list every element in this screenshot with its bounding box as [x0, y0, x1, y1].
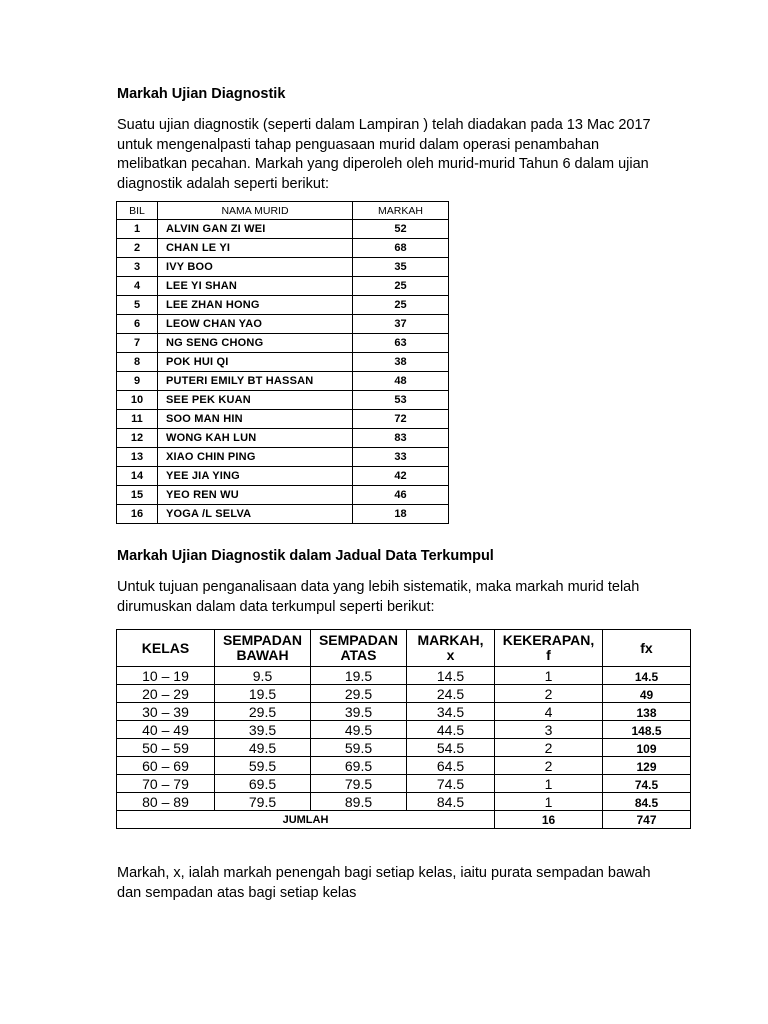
- table-row: [117, 467, 449, 486]
- total-f: 16: [495, 811, 603, 829]
- cell-bil: 8: [117, 353, 158, 372]
- paragraph-line: diagnostik adalah seperti berikut:: [117, 175, 329, 192]
- cell-atas: 19.5: [311, 667, 407, 685]
- table-row: [117, 429, 449, 448]
- cell-markah: 53: [353, 391, 449, 410]
- cell-nama-murid: XIAO CHIN PING: [158, 448, 353, 467]
- cell-nama-murid: PUTERI EMILY BT HASSAN: [158, 372, 353, 391]
- cell-fx: 14.5: [603, 667, 691, 685]
- cell-x: 64.5: [407, 757, 495, 775]
- cell-nama-murid: NG SENG CHONG: [158, 334, 353, 353]
- col-header-line2: f: [546, 647, 551, 663]
- cell-atas: 69.5: [311, 757, 407, 775]
- cell-x: 54.5: [407, 739, 495, 757]
- col-header: [603, 630, 691, 667]
- footer-paragraph: [117, 864, 677, 903]
- cell-bawah: 69.5: [215, 775, 311, 793]
- cell-nama-murid: YEE JIA YING: [158, 467, 353, 486]
- cell-atas: 79.5: [311, 775, 407, 793]
- cell-nama-murid: WONG KAH LUN: [158, 429, 353, 448]
- cell-bawah: 19.5: [215, 685, 311, 703]
- table-header-row: [117, 202, 449, 220]
- cell-atas: 39.5: [311, 703, 407, 721]
- table-header-row: [117, 630, 691, 667]
- cell-bil: 11: [117, 410, 158, 429]
- col-header-markah: MARKAH: [353, 202, 449, 220]
- table-row: [117, 486, 449, 505]
- col-header: [117, 630, 215, 667]
- col-header-nama: NAMA MURID: [158, 202, 353, 220]
- table-row: [117, 685, 691, 703]
- col-header-line2: ATAS: [340, 647, 377, 663]
- cell-markah: 46: [353, 486, 449, 505]
- cell-markah: 42: [353, 467, 449, 486]
- col-header-line1: fx: [640, 639, 653, 656]
- cell-atas: 59.5: [311, 739, 407, 757]
- cell-markah: 35: [353, 258, 449, 277]
- cell-bil: 5: [117, 296, 158, 315]
- table-row: [117, 721, 691, 739]
- cell-nama-murid: SEE PEK KUAN: [158, 391, 353, 410]
- table-row: [117, 505, 449, 524]
- cell-kelas: 80 – 89: [117, 793, 215, 811]
- table-row: [117, 277, 449, 296]
- cell-atas: 29.5: [311, 685, 407, 703]
- col-header-line1: KELAS: [141, 639, 190, 656]
- table-row: [117, 703, 691, 721]
- cell-f: 2: [495, 739, 603, 757]
- col-header-line1: KEKERAPAN,: [502, 632, 595, 648]
- cell-bil: 4: [117, 277, 158, 296]
- cell-fx: 74.5: [603, 775, 691, 793]
- col-header-line2: BAWAH: [236, 647, 289, 663]
- cell-x: 24.5: [407, 685, 495, 703]
- cell-bawah: 39.5: [215, 721, 311, 739]
- paragraph-line: dan sempadan atas bagi setiap kelas: [117, 884, 357, 901]
- cell-markah: 25: [353, 296, 449, 315]
- section1-title: Markah Ujian Diagnostik: [117, 86, 286, 102]
- cell-fx: 129: [603, 757, 691, 775]
- table-row: [117, 296, 449, 315]
- cell-markah: 83: [353, 429, 449, 448]
- cell-kelas: 70 – 79: [117, 775, 215, 793]
- paragraph-line: Suatu ujian diagnostik (seperti dalam Lampiran ) telah diadakan pada 13 Mac 2017: [117, 117, 651, 133]
- cell-markah: 68: [353, 239, 449, 258]
- table-row: [117, 315, 449, 334]
- table-row: [117, 334, 449, 353]
- paragraph-line: untuk mengenalpasti tahap penguasaan murid dalam operasi penambahan: [117, 136, 600, 153]
- cell-bawah: 9.5: [215, 667, 311, 685]
- cell-nama-murid: LEOW CHAN YAO: [158, 315, 353, 334]
- table-row: [117, 353, 449, 372]
- section2-paragraph: [117, 578, 677, 617]
- total-fx: 747: [603, 811, 691, 829]
- table-row: [117, 775, 691, 793]
- table-row: [117, 258, 449, 277]
- cell-f: 1: [495, 793, 603, 811]
- cell-x: 44.5: [407, 721, 495, 739]
- grouped-data-table: [116, 629, 691, 829]
- cell-markah: 63: [353, 334, 449, 353]
- cell-nama-murid: POK HUI QI: [158, 353, 353, 372]
- cell-kelas: 60 – 69: [117, 757, 215, 775]
- cell-markah: 33: [353, 448, 449, 467]
- cell-nama-murid: ALVIN GAN ZI WEI: [158, 220, 353, 239]
- cell-kelas: 10 – 19: [117, 667, 215, 685]
- col-header-line1: MARKAH,: [417, 632, 484, 648]
- col-header: [311, 630, 407, 667]
- paragraph-line: melibatkan pecahan. Markah yang diperoleh oleh murid-murid Tahun 6 dalam ujian: [117, 156, 649, 172]
- cell-kelas: 20 – 29: [117, 685, 215, 703]
- cell-nama-murid: IVY BOO: [158, 258, 353, 277]
- cell-x: 84.5: [407, 793, 495, 811]
- col-header: [407, 630, 495, 667]
- cell-bil: 9: [117, 372, 158, 391]
- cell-nama-murid: YOGA /L SELVA: [158, 505, 353, 524]
- table-row: [117, 757, 691, 775]
- cell-bawah: 79.5: [215, 793, 311, 811]
- cell-bil: 1: [117, 220, 158, 239]
- paragraph-line: dirumuskan dalam data terkumpul seperti berikut:: [117, 598, 435, 615]
- cell-bawah: 59.5: [215, 757, 311, 775]
- cell-x: 74.5: [407, 775, 495, 793]
- table-row: [117, 372, 449, 391]
- cell-bil: 7: [117, 334, 158, 353]
- cell-f: 3: [495, 721, 603, 739]
- cell-markah: 72: [353, 410, 449, 429]
- cell-f: 4: [495, 703, 603, 721]
- cell-markah: 48: [353, 372, 449, 391]
- table-row: [117, 410, 449, 429]
- table-row: [117, 239, 449, 258]
- student-marks-table: [116, 201, 449, 524]
- cell-f: 2: [495, 685, 603, 703]
- cell-nama-murid: YEO REN WU: [158, 486, 353, 505]
- cell-fx: 49: [603, 685, 691, 703]
- cell-atas: 49.5: [311, 721, 407, 739]
- paragraph-line: Markah, x, ialah markah penengah bagi setiap kelas, iaitu purata sempadan bawah: [117, 865, 651, 881]
- total-row: [117, 811, 691, 829]
- cell-f: 1: [495, 667, 603, 685]
- cell-bil: 12: [117, 429, 158, 448]
- cell-bil: 15: [117, 486, 158, 505]
- cell-f: 1: [495, 775, 603, 793]
- col-header-line1: SEMPADAN: [318, 632, 399, 648]
- cell-atas: 89.5: [311, 793, 407, 811]
- col-header-line1: SEMPADAN: [222, 632, 303, 648]
- col-header-line2: x: [446, 647, 455, 663]
- cell-nama-murid: LEE ZHAN HONG: [158, 296, 353, 315]
- cell-markah: 37: [353, 315, 449, 334]
- table-row: [117, 667, 691, 685]
- table-row: [117, 793, 691, 811]
- cell-kelas: 50 – 59: [117, 739, 215, 757]
- cell-x: 34.5: [407, 703, 495, 721]
- cell-bil: 16: [117, 505, 158, 524]
- total-label: JUMLAH: [117, 811, 495, 829]
- cell-bil: 6: [117, 315, 158, 334]
- cell-bil: 10: [117, 391, 158, 410]
- cell-fx: 84.5: [603, 793, 691, 811]
- cell-bawah: 29.5: [215, 703, 311, 721]
- col-header: [215, 630, 311, 667]
- cell-bawah: 49.5: [215, 739, 311, 757]
- cell-kelas: 40 – 49: [117, 721, 215, 739]
- cell-markah: 52: [353, 220, 449, 239]
- section2-title: Markah Ujian Diagnostik dalam Jadual Data Terkumpul: [117, 548, 494, 564]
- cell-fx: 109: [603, 739, 691, 757]
- cell-markah: 38: [353, 353, 449, 372]
- cell-kelas: 30 – 39: [117, 703, 215, 721]
- table-row: [117, 739, 691, 757]
- section1-paragraph: [117, 116, 677, 194]
- cell-bil: 14: [117, 467, 158, 486]
- cell-nama-murid: SOO MAN HIN: [158, 410, 353, 429]
- cell-fx: 148.5: [603, 721, 691, 739]
- cell-x: 14.5: [407, 667, 495, 685]
- cell-markah: 18: [353, 505, 449, 524]
- col-header-bil: BIL: [117, 202, 158, 220]
- cell-bil: 3: [117, 258, 158, 277]
- cell-bil: 2: [117, 239, 158, 258]
- col-header: [495, 630, 603, 667]
- cell-nama-murid: LEE YI SHAN: [158, 277, 353, 296]
- cell-fx: 138: [603, 703, 691, 721]
- cell-nama-murid: CHAN LE YI: [158, 239, 353, 258]
- table-row: [117, 220, 449, 239]
- cell-bil: 13: [117, 448, 158, 467]
- table-row: [117, 448, 449, 467]
- paragraph-line: Untuk tujuan penganalisaan data yang lebih sistematik, maka markah murid telah: [117, 579, 640, 595]
- cell-markah: 25: [353, 277, 449, 296]
- table-row: [117, 391, 449, 410]
- cell-f: 2: [495, 757, 603, 775]
